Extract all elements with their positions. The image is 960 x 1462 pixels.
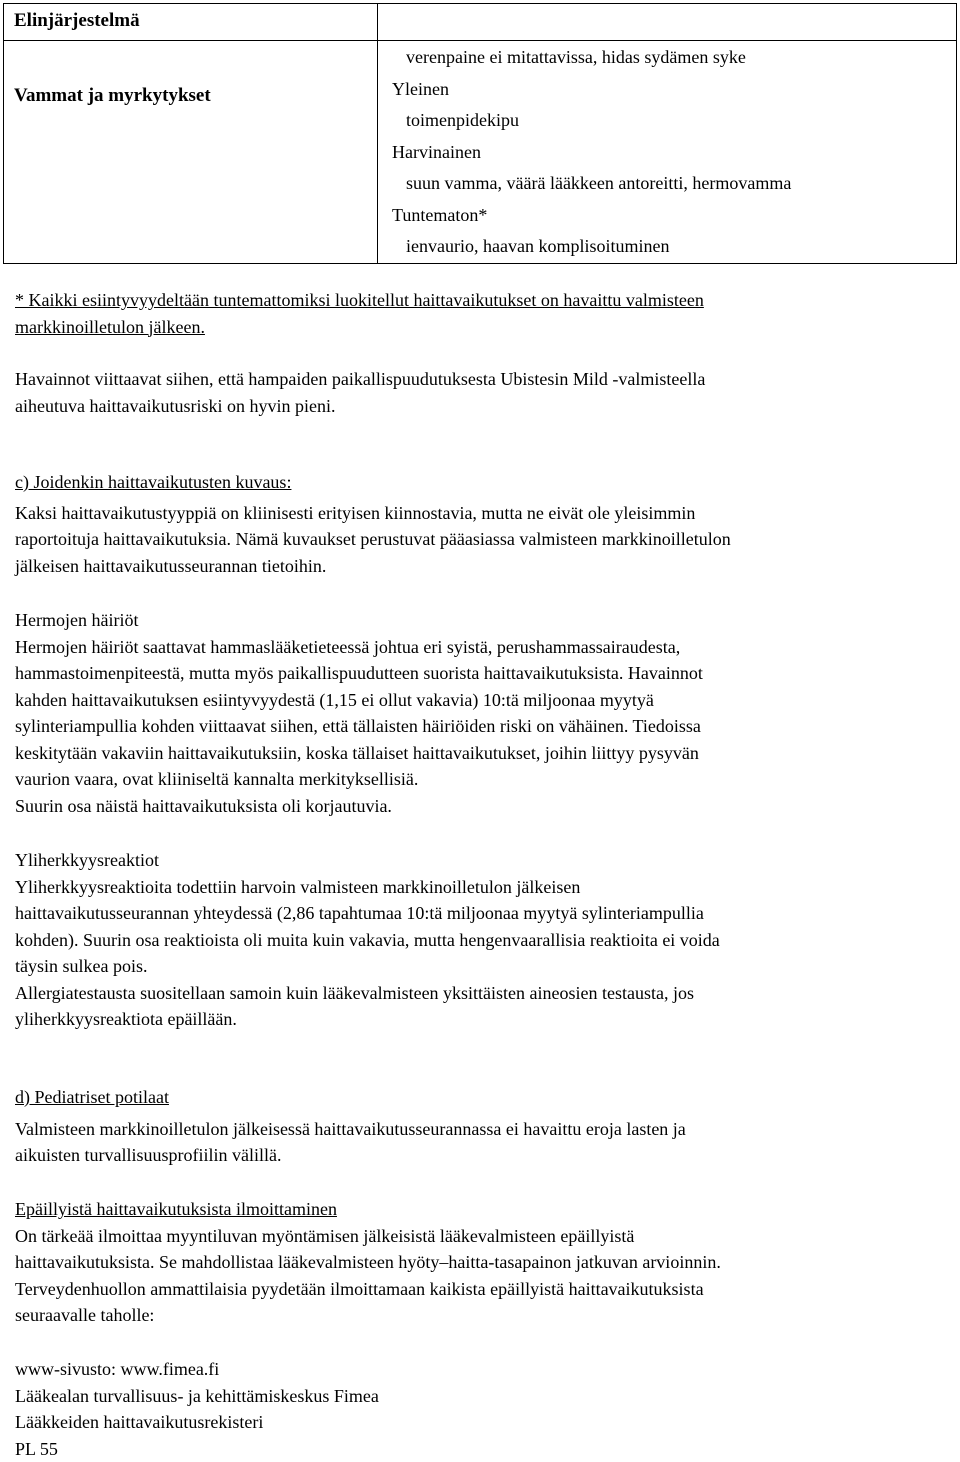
table-row: [4, 41, 957, 264]
contact-block: [15, 1356, 915, 1462]
paragraph-line: keskitytään vakaviin haittavaikutuksiin, koska tällaiset haittavaikutukset, joihin liittyy pysyvän: [15, 740, 915, 767]
paragraph-line: seuraavalle taholle:: [15, 1302, 915, 1329]
subsection-heading: Yliherkkyysreaktiot: [15, 847, 915, 874]
paragraph-line: kohden). Suurin osa reaktioista oli muita kuin vakavia, mutta hengenvaarallisia reaktioita ei voida: [15, 927, 915, 954]
footnote-line: markkinoilletulon jälkeen.: [15, 314, 915, 341]
paragraph-line: jälkeisen haittavaikutusseurannan tietoihin.: [15, 553, 915, 580]
paragraph-line: Havainnot viittaavat siihen, että hampaiden paikallispuudutuksesta Ubistesin Mild -valmisteella: [15, 366, 915, 393]
adverse-effects-list: [378, 41, 956, 263]
reporting-section: [15, 1196, 915, 1329]
organ-class-heading: Elinjärjestelmä: [4, 4, 377, 32]
table-cell-heading: [4, 4, 378, 41]
section-heading: c) Joidenkin haittavaikutusten kuvaus:: [15, 469, 915, 496]
frequency-label: Yleinen: [392, 74, 956, 106]
section-c: [15, 469, 915, 579]
paragraph-line: On tärkeää ilmoittaa myyntiluvan myöntämisen jälkeisistä lääkevalmisteen epäillyistä: [15, 1223, 915, 1250]
paragraph-line: yliherkkyysreaktiota epäillään.: [15, 1006, 915, 1033]
adverse-effects-table: [3, 3, 957, 264]
paragraph-line: aikuisten turvallisuusprofiilin välillä.: [15, 1142, 915, 1169]
adverse-effect-item: ienvaurio, haavan komplisoituminen: [392, 231, 956, 263]
footnote: [15, 287, 915, 340]
frequency-label: Tuntematon*: [392, 200, 956, 232]
paragraph-line: aiheutuva haittavaikutusriski on hyvin pieni.: [15, 393, 915, 420]
frequency-label: Harvinainen: [392, 137, 956, 169]
paragraph-line: Allergiatestausta suositellaan samoin kuin lääkevalmisteen yksittäisten aineosien testausta, jos: [15, 980, 915, 1007]
paragraph-line: kahden haittavaikutuksen esiintyvyydestä (1,15 ei ollut vakavia) 10:tä miljoonaa myytyä: [15, 687, 915, 714]
paragraph-line: hammastoimenpiteestä, mutta myös paikallispuudutteen suorista haittavaikutuksista. Havainnot: [15, 660, 915, 687]
observation-paragraph: [15, 366, 915, 419]
section-heading: Epäillyistä haittavaikutuksista ilmoittaminen: [15, 1196, 915, 1223]
paragraph-line: täysin sulkea pois.: [15, 953, 915, 980]
organ-class-heading: Vammat ja myrkytykset: [4, 41, 377, 107]
paragraph-line: sylinteriampullia kohden viittaavat siihen, että tällaisten häiriöiden riski on vähäinen. Tiedoissa: [15, 713, 915, 740]
table-row: [4, 4, 957, 41]
website-line: www-sivusto: www.fimea.fi: [15, 1356, 915, 1383]
paragraph-line: Valmisteen markkinoilletulon jälkeisessä haittavaikutusseurannassa ei havaittu eroja lasten ja: [15, 1116, 915, 1143]
registry-name: Lääkkeiden haittavaikutusrekisteri: [15, 1409, 915, 1436]
paragraph-line: Hermojen häiriöt saattavat hammaslääketieteessä johtua eri syistä, perushammassairaudesta,: [15, 634, 915, 661]
footnote-line: * Kaikki esiintyvyydeltään tuntemattomiksi luokitellut haittavaikutukset on havaittu valmisteen: [15, 287, 915, 314]
paragraph-line: Suurin osa näistä haittavaikutuksista oli korjautuvia.: [15, 793, 915, 820]
paragraph-line: haittavaikutuksista. Se mahdollistaa lääkevalmisteen hyöty–haitta-tasapainon jatkuvan arvioinnin.: [15, 1249, 915, 1276]
hypersensitivity-section: [15, 847, 915, 1033]
paragraph-line: Terveydenhuollon ammattilaisia pyydetään ilmoittamaan kaikista epäillyistä haittavaikutuksista: [15, 1276, 915, 1303]
table-cell-content: [378, 4, 957, 41]
table-cell-heading: [4, 41, 378, 264]
paragraph-line: Yliherkkyysreaktioita todettiin harvoin valmisteen markkinoilletulon jälkeisen: [15, 874, 915, 901]
table-cell-content: [378, 41, 957, 264]
paragraph-line: vaurion vaara, ovat kliiniseltä kannalta merkityksellisiä.: [15, 766, 915, 793]
section-heading: d) Pediatriset potilaat: [15, 1084, 915, 1111]
paragraph-line: Kaksi haittavaikutustyyppiä on kliinisesti erityisen kiinnostavia, mutta ne eivät ole yleisimmin: [15, 500, 915, 527]
nerve-section: [15, 607, 915, 819]
po-box: PL 55: [15, 1436, 915, 1462]
subsection-heading: Hermojen häiriöt: [15, 607, 915, 634]
adverse-effect-item: verenpaine ei mitattavissa, hidas sydämen syke: [392, 42, 956, 74]
adverse-effect-item: toimenpidekipu: [392, 105, 956, 137]
section-d: [15, 1084, 915, 1169]
paragraph-line: haittavaikutusseurannan yhteydessä (2,86 tapahtumaa 10:tä miljoonaa myytyä sylinteriampullia: [15, 900, 915, 927]
paragraph-line: raportoituja haittavaikutuksia. Nämä kuvaukset perustuvat pääasiassa valmisteen markkinoilletulon: [15, 526, 915, 553]
adverse-effect-item: suun vamma, väärä lääkkeen antoreitti, hermovamma: [392, 168, 956, 200]
agency-name: Lääkealan turvallisuus- ja kehittämiskeskus Fimea: [15, 1383, 915, 1410]
